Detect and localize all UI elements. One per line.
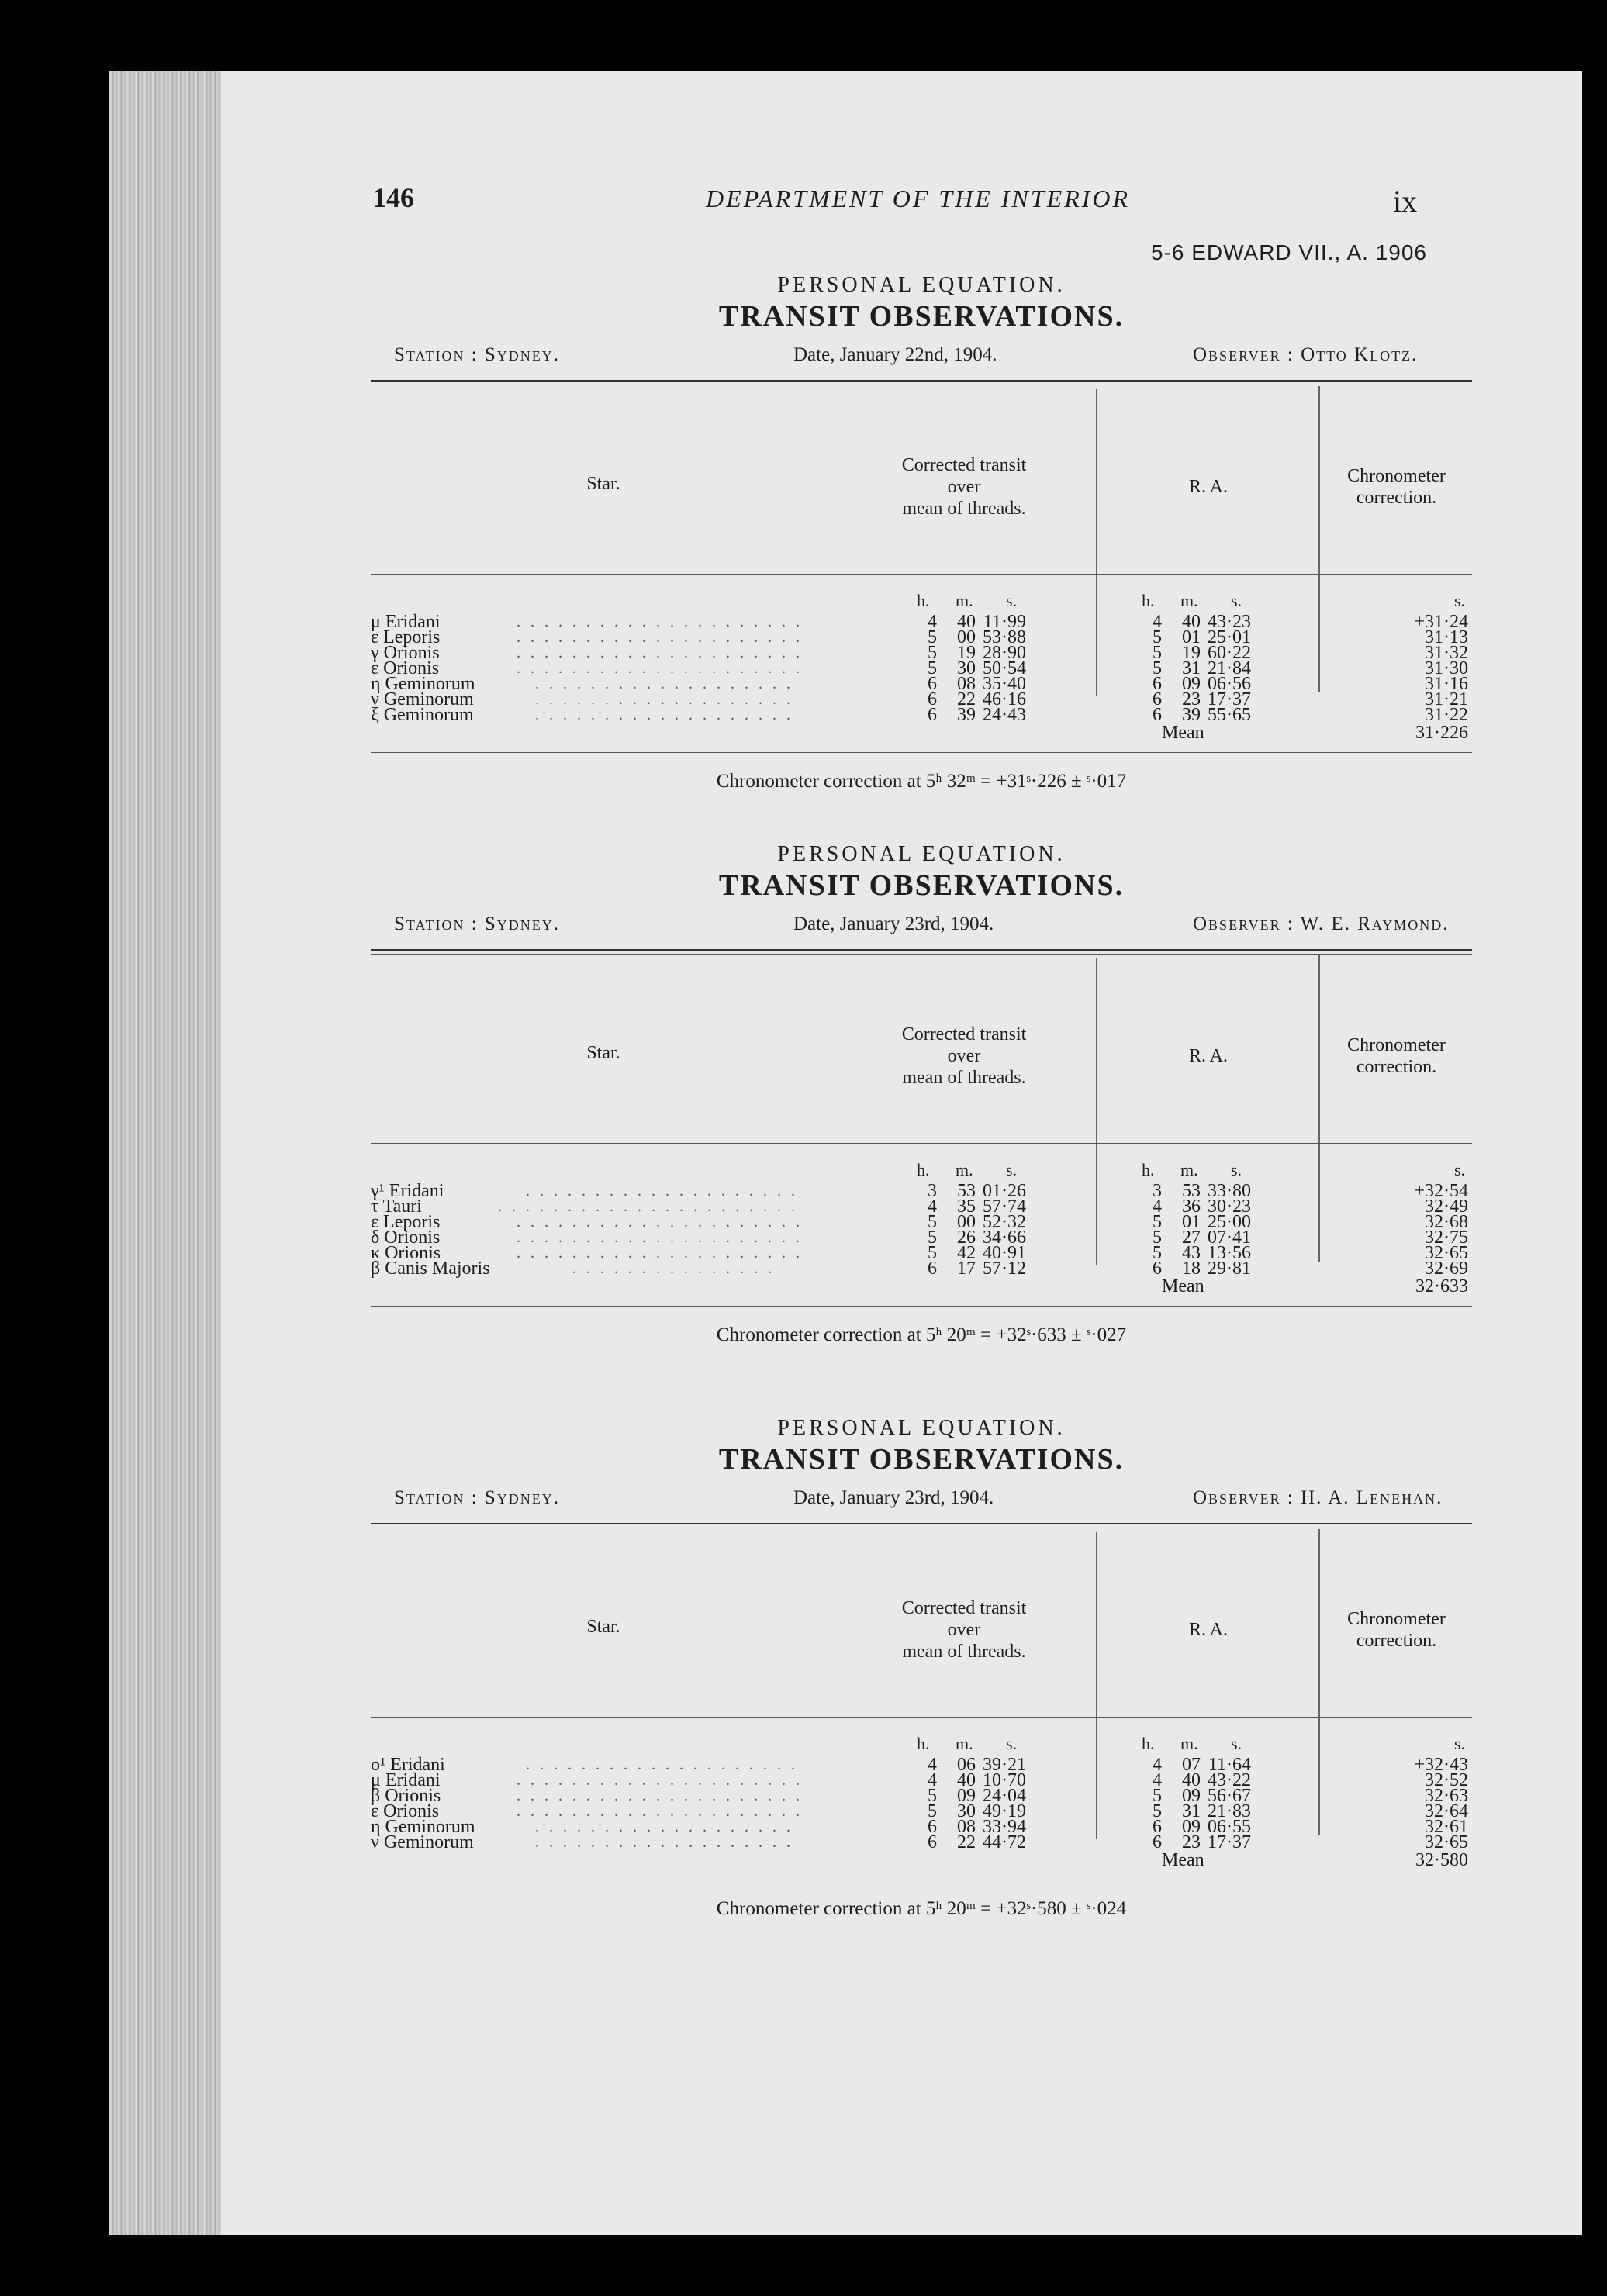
table-row <box>371 1819 1472 1835</box>
dot-leader: . . . . . . . . . . . . . . . . . . . . . <box>517 1803 803 1820</box>
table-row <box>371 1196 1472 1217</box>
transit-value: 26 <box>957 1227 976 1248</box>
transit-observations-title: TRANSIT OBSERVATIONS. <box>718 300 1125 333</box>
mean-value: 32·580 <box>1415 1850 1468 1870</box>
table-row <box>371 1788 1472 1804</box>
transit-value: 30 <box>957 658 976 678</box>
transit-value: 6 <box>928 1817 937 1837</box>
transit-unit: s. <box>1006 1734 1018 1753</box>
block-metadata <box>371 344 1472 368</box>
ra-value: 56·67 <box>1208 1786 1251 1806</box>
ra-column-header: R. A. <box>1188 1620 1228 1640</box>
dot-leader: . . . . . . . . . . . . . . . . . . . <box>535 1818 793 1835</box>
chrono-header-line: correction. <box>1356 1631 1437 1651</box>
ra-value: 27 <box>1182 1227 1201 1248</box>
transit-value: 40 <box>957 612 976 632</box>
ra-value: 55·65 <box>1208 705 1251 725</box>
table-bottom-rule <box>371 1306 1472 1307</box>
chrono-correction-value: 31·16 <box>1425 674 1468 694</box>
header-top-rule-2 <box>371 954 1472 955</box>
dot-leader: . . . . . . . . . . . . . . . . . . . . <box>526 1183 798 1200</box>
chrono-correction-value: 32·68 <box>1425 1212 1468 1232</box>
transit-value: 5 <box>928 1227 937 1248</box>
transit-unit: h. <box>917 591 930 610</box>
observer-label: Observer : Otto Klotz. <box>1193 344 1419 365</box>
ra-column-header: R. A. <box>1188 477 1228 497</box>
star-name: τ Tauri <box>371 1196 422 1217</box>
ra-value: 6 <box>1153 1832 1162 1852</box>
transit-value: 19 <box>957 643 976 663</box>
star-name: ε Leporis <box>371 627 441 647</box>
star-name: ε Orionis <box>371 1801 440 1821</box>
ra-value: 25·00 <box>1208 1212 1251 1232</box>
ra-value: 07·41 <box>1208 1227 1251 1248</box>
ra-value: 23 <box>1182 1832 1201 1852</box>
star-name: η Geminorum <box>371 674 475 694</box>
transit-unit: m. <box>956 1734 973 1753</box>
table-row <box>371 1227 1472 1248</box>
transit-value: 6 <box>928 689 937 710</box>
ra-value: 17·37 <box>1208 1832 1251 1852</box>
table-row <box>371 1245 1472 1261</box>
ra-value: 30·23 <box>1208 1196 1251 1217</box>
ra-value: 01 <box>1182 627 1201 647</box>
personal-equation-heading: PERSONAL EQUATION. <box>777 1416 1066 1440</box>
ra-value: 5 <box>1153 643 1162 663</box>
ra-value: 18 <box>1182 1258 1201 1279</box>
transit-observations-title: TRANSIT OBSERVATIONS. <box>718 1443 1125 1476</box>
dot-leader: . . . . . . . . . . . . . . . . . . . <box>535 675 793 692</box>
star-name: ν Geminorum <box>371 689 474 710</box>
transit-value: 6 <box>928 1258 937 1279</box>
dot-leader: . . . . . . . . . . . . . . . . . . . . . . <box>498 1198 798 1215</box>
plate-number: ix <box>1393 184 1418 219</box>
chrono-correction-value: 32·65 <box>1425 1832 1468 1852</box>
transit-value: 22 <box>957 1832 976 1852</box>
ra-value: 36 <box>1182 1196 1201 1217</box>
ra-value: 33·80 <box>1208 1181 1251 1201</box>
transit-unit: s. <box>1006 591 1018 610</box>
chrono-correction-value: 32·63 <box>1425 1786 1468 1806</box>
chrono-column-header <box>1321 465 1472 509</box>
transit-header-line: over <box>947 477 981 497</box>
transit-value: 57·74 <box>983 1196 1026 1217</box>
transit-value: 6 <box>928 705 937 725</box>
mean-label: Mean <box>1162 1850 1204 1870</box>
ra-value: 19 <box>1182 643 1201 663</box>
transit-value: 39·21 <box>983 1755 1026 1775</box>
transit-value: 40·91 <box>983 1243 1026 1263</box>
header-bottom-rule <box>371 1717 1472 1718</box>
transit-header-line: mean of threads. <box>902 499 1026 519</box>
header-top-rule <box>371 949 1472 951</box>
dot-leader: . . . . . . . . . . . . . . . . . . . <box>535 1834 793 1851</box>
header-bottom-rule <box>371 574 1472 575</box>
ra-value: 07 <box>1182 1755 1201 1775</box>
transit-value: 5 <box>928 627 937 647</box>
table-row <box>371 1214 1472 1230</box>
transit-column-header <box>836 1024 1092 1089</box>
table-row <box>371 1770 1472 1790</box>
page-edge-stack <box>109 71 221 2235</box>
transit-unit: m. <box>956 591 973 610</box>
chrono-column-header <box>1321 1034 1472 1078</box>
ra-value: 06·56 <box>1208 674 1251 694</box>
table-row <box>371 1183 1472 1199</box>
ra-value: 29·81 <box>1208 1258 1251 1279</box>
ra-value: 43 <box>1182 1243 1201 1263</box>
ra-value: 31 <box>1182 658 1201 678</box>
ra-unit: s. <box>1231 591 1242 610</box>
ra-value: 5 <box>1153 1801 1162 1821</box>
ra-value: 25·01 <box>1208 627 1251 647</box>
ra-unit: s. <box>1231 1734 1242 1753</box>
header-bottom-rule <box>371 1143 1472 1144</box>
star-name: γ¹ Eridani <box>371 1181 444 1201</box>
ra-value: 39 <box>1182 705 1201 725</box>
chrono-header-line: Chronometer <box>1347 1035 1446 1055</box>
star-name: β Orionis <box>371 1786 441 1806</box>
header-top-rule <box>371 380 1472 382</box>
running-header <box>0 180 1607 226</box>
chrono-correction-value: 32·75 <box>1425 1227 1468 1248</box>
transit-value: 46·16 <box>983 689 1026 710</box>
transit-value: 28·90 <box>983 643 1026 663</box>
dot-leader: . . . . . . . . . . . . . . . <box>572 1260 775 1277</box>
transit-header-line: Corrected transit <box>901 1598 1027 1618</box>
page-number: 146 <box>372 182 414 213</box>
ra-value: 09 <box>1182 1786 1201 1806</box>
transit-value: 5 <box>928 1801 937 1821</box>
table-row <box>371 676 1472 692</box>
ra-value: 43·23 <box>1208 612 1251 632</box>
transit-observations-title: TRANSIT OBSERVATIONS. <box>718 869 1125 902</box>
ra-value: 6 <box>1153 1817 1162 1837</box>
transit-value: 44·72 <box>983 1832 1026 1852</box>
ra-value: 17·37 <box>1208 689 1251 710</box>
transit-value: 6 <box>928 674 937 694</box>
transit-value: 4 <box>928 1770 937 1790</box>
table-row <box>371 658 1472 678</box>
star-name: μ Eridani <box>371 1770 441 1790</box>
table-row <box>371 1801 1472 1821</box>
star-name: β Canis Majoris <box>371 1258 490 1279</box>
observer-label: Observer : W. E. Raymond. <box>1193 913 1450 934</box>
ra-value: 40 <box>1182 612 1201 632</box>
department-heading: DEPARTMENT OF THE INTERIOR <box>706 185 1131 212</box>
dot-leader: . . . . . . . . . . . . . . . . . . . . . <box>517 1787 803 1804</box>
transit-value: 39 <box>957 705 976 725</box>
ra-value: 4 <box>1153 1196 1162 1217</box>
ra-unit: m. <box>1180 591 1198 610</box>
block-metadata <box>371 913 1472 937</box>
ra-value: 4 <box>1153 1770 1162 1790</box>
chrono-correction-value: 32·64 <box>1425 1801 1468 1821</box>
dot-leader: . . . . . . . . . . . . . . . . . . . <box>535 706 793 723</box>
chrono-correction-value: 32·65 <box>1425 1243 1468 1263</box>
ra-value: 11·64 <box>1208 1755 1251 1775</box>
transit-header-line: Corrected transit <box>901 455 1027 475</box>
dot-leader: . . . . . . . . . . . . . . . . . . . . <box>526 1756 798 1773</box>
chrono-header-line: Chronometer <box>1347 1609 1446 1629</box>
header-top-rule <box>371 1523 1472 1524</box>
dot-leader: . . . . . . . . . . . . . . . . . . . . . <box>517 1245 803 1262</box>
dot-leader: . . . . . . . . . . . . . . . . . . . . . <box>517 1214 803 1231</box>
table-row <box>371 1757 1472 1773</box>
observation-block <box>371 1416 1472 1974</box>
transit-value: 42 <box>957 1243 976 1263</box>
station-label: Station : Sydney. <box>394 1487 561 1508</box>
transit-value: 30 <box>957 1801 976 1821</box>
ra-value: 5 <box>1153 1786 1162 1806</box>
date-label: Date, January 23rd, 1904. <box>793 913 994 934</box>
ra-value: 23 <box>1182 689 1201 710</box>
dot-leader: . . . . . . . . . . . . . . . . . . . <box>535 691 793 708</box>
ra-value: 21·83 <box>1208 1801 1251 1821</box>
star-column-header: Star. <box>586 1617 620 1637</box>
transit-value: 01·26 <box>983 1181 1026 1201</box>
star-name: ν Geminorum <box>371 1832 474 1852</box>
ra-unit: h. <box>1142 591 1155 610</box>
observation-block <box>371 273 1472 831</box>
transit-value: 5 <box>928 643 937 663</box>
dot-leader: . . . . . . . . . . . . . . . . . . . . . <box>517 660 803 677</box>
ra-value: 6 <box>1153 674 1162 694</box>
chrono-unit: s. <box>1454 591 1466 610</box>
transit-column-header <box>836 1597 1092 1662</box>
chrono-correction-value: 32·49 <box>1425 1196 1468 1217</box>
ra-value: 4 <box>1153 612 1162 632</box>
chrono-correction-value: 31·21 <box>1425 689 1468 710</box>
ra-value: 4 <box>1153 1755 1162 1775</box>
transit-value: 06 <box>957 1755 976 1775</box>
transit-header-line: Corrected transit <box>901 1024 1027 1044</box>
ra-unit: m. <box>1180 1160 1198 1179</box>
chrono-column-header <box>1321 1608 1472 1652</box>
ra-value: 13·56 <box>1208 1243 1251 1263</box>
transit-value: 53·88 <box>983 627 1026 647</box>
transit-value: 5 <box>928 1243 937 1263</box>
ra-unit: h. <box>1142 1734 1155 1753</box>
star-name: ε Leporis <box>371 1212 441 1232</box>
transit-header-line: mean of threads. <box>902 1642 1026 1662</box>
ra-value: 53 <box>1182 1181 1201 1201</box>
chrono-header-line: correction. <box>1356 1057 1437 1077</box>
transit-value: 57·12 <box>983 1258 1026 1279</box>
star-name: μ Eridani <box>371 612 441 632</box>
block-metadata <box>371 1487 1472 1511</box>
station-label: Station : Sydney. <box>394 344 561 365</box>
table-row <box>371 1832 1472 1852</box>
transit-unit: h. <box>917 1734 930 1753</box>
transit-unit: s. <box>1006 1160 1018 1179</box>
transit-value: 5 <box>928 1212 937 1232</box>
dot-leader: . . . . . . . . . . . . . . . . . . . . . <box>517 644 803 661</box>
table-row <box>371 689 1472 710</box>
date-label: Date, January 22nd, 1904. <box>793 344 997 365</box>
transit-unit: m. <box>956 1160 973 1179</box>
transit-header-line: mean of threads. <box>902 1068 1026 1088</box>
transit-value: 24·43 <box>983 705 1026 725</box>
table-row <box>371 614 1472 630</box>
station-label: Station : Sydney. <box>394 913 561 934</box>
chronometer-correction-summary: Chronometer correction at 5ʰ 20ᵐ = +32ˢ·580 ± ˢ·024 <box>716 1898 1127 1919</box>
table-bottom-rule <box>371 752 1472 753</box>
ra-value: 40 <box>1182 1770 1201 1790</box>
transit-value: 00 <box>957 1212 976 1232</box>
dot-leader: . . . . . . . . . . . . . . . . . . . . . <box>517 1772 803 1789</box>
ra-value: 01 <box>1182 1212 1201 1232</box>
mean-value: 32·633 <box>1415 1276 1468 1296</box>
transit-value: 40 <box>957 1770 976 1790</box>
transit-header-line: over <box>947 1620 981 1640</box>
dot-leader: . . . . . . . . . . . . . . . . . . . . . <box>517 1229 803 1246</box>
transit-value: 52·32 <box>983 1212 1026 1232</box>
dot-leader: . . . . . . . . . . . . . . . . . . . . . <box>517 629 803 646</box>
ra-value: 6 <box>1153 689 1162 710</box>
transit-value: 50·54 <box>983 658 1026 678</box>
transit-value: 3 <box>928 1181 937 1201</box>
ra-value: 5 <box>1153 1212 1162 1232</box>
transit-value: 00 <box>957 627 976 647</box>
chrono-correction-value: 32·69 <box>1425 1258 1468 1279</box>
sessional-paper-label: 5-6 EDWARD VII., A. 1906 <box>1151 240 1427 264</box>
chrono-unit: s. <box>1454 1160 1466 1179</box>
ra-value: 43·22 <box>1208 1770 1251 1790</box>
ra-unit: s. <box>1231 1160 1242 1179</box>
ra-value: 60·22 <box>1208 643 1251 663</box>
ra-value: 09 <box>1182 1817 1201 1837</box>
ra-value: 31 <box>1182 1801 1201 1821</box>
transit-value: 33·94 <box>983 1817 1026 1837</box>
observer-label: Observer : H. A. Lenehan. <box>1193 1487 1443 1508</box>
star-name: o¹ Eridani <box>371 1755 445 1775</box>
mean-label: Mean <box>1162 723 1204 743</box>
star-column-header: Star. <box>586 1043 620 1063</box>
transit-value: 08 <box>957 1817 976 1837</box>
ra-value: 21·84 <box>1208 658 1251 678</box>
transit-value: 4 <box>928 612 937 632</box>
transit-column-header <box>836 454 1092 520</box>
star-name: δ Orionis <box>371 1227 441 1248</box>
transit-value: 53 <box>957 1181 976 1201</box>
chronometer-correction-summary: Chronometer correction at 5ʰ 32ᵐ = +31ˢ·226 ± ˢ·017 <box>716 771 1127 792</box>
table-row <box>371 1258 1472 1279</box>
chrono-correction-value: +32·54 <box>1414 1181 1468 1201</box>
ra-value: 6 <box>1153 1258 1162 1279</box>
star-name: ε Orionis <box>371 658 440 678</box>
ra-value: 09 <box>1182 674 1201 694</box>
transit-value: 4 <box>928 1755 937 1775</box>
date-label: Date, January 23rd, 1904. <box>793 1487 994 1508</box>
transit-value: 17 <box>957 1258 976 1279</box>
chrono-correction-value: +32·43 <box>1414 1755 1468 1775</box>
table-row <box>371 707 1472 723</box>
chrono-header-line: Chronometer <box>1347 466 1446 486</box>
transit-value: 09 <box>957 1786 976 1806</box>
transit-unit: h. <box>917 1160 930 1179</box>
table-row <box>371 627 1472 647</box>
ra-unit: h. <box>1142 1160 1155 1179</box>
transit-value: 35·40 <box>983 674 1026 694</box>
personal-equation-heading: PERSONAL EQUATION. <box>777 842 1066 866</box>
ra-value: 5 <box>1153 627 1162 647</box>
ra-column-header: R. A. <box>1188 1046 1228 1066</box>
transit-value: 4 <box>928 1196 937 1217</box>
chrono-correction-value: 31·13 <box>1425 627 1468 647</box>
transit-value: 35 <box>957 1196 976 1217</box>
transit-value: 6 <box>928 1832 937 1852</box>
star-column-header: Star. <box>586 474 620 494</box>
chrono-correction-value: 31·30 <box>1425 658 1468 678</box>
chronometer-correction-summary: Chronometer correction at 5ʰ 20ᵐ = +32ˢ·633 ± ˢ·027 <box>716 1324 1127 1345</box>
transit-value: 22 <box>957 689 976 710</box>
chrono-correction-value: 31·32 <box>1425 643 1468 663</box>
observation-block <box>371 842 1472 1400</box>
chrono-correction-value: 32·52 <box>1425 1770 1468 1790</box>
star-name: γ Orionis <box>371 643 440 663</box>
mean-value: 31·226 <box>1415 723 1468 743</box>
ra-unit: m. <box>1180 1734 1198 1753</box>
ra-value: 5 <box>1153 658 1162 678</box>
transit-header-line: over <box>947 1046 981 1066</box>
transit-value: 11·99 <box>983 612 1026 632</box>
chrono-correction-value: +31·24 <box>1414 612 1468 632</box>
chrono-correction-value: 31·22 <box>1425 705 1468 725</box>
ra-value: 3 <box>1153 1181 1162 1201</box>
ra-value: 5 <box>1153 1243 1162 1263</box>
transit-value: 49·19 <box>983 1801 1026 1821</box>
chrono-header-line: correction. <box>1356 488 1437 508</box>
star-name: η Geminorum <box>371 1817 475 1837</box>
transit-value: 5 <box>928 1786 937 1806</box>
table-row <box>371 645 1472 661</box>
transit-value: 24·04 <box>983 1786 1026 1806</box>
transit-value: 10·70 <box>983 1770 1026 1790</box>
dot-leader: . . . . . . . . . . . . . . . . . . . . . <box>517 613 803 630</box>
ra-value: 6 <box>1153 705 1162 725</box>
transit-value: 08 <box>957 674 976 694</box>
transit-value: 34·66 <box>983 1227 1026 1248</box>
star-name: ξ Geminorum <box>371 705 474 725</box>
chrono-correction-value: 32·61 <box>1425 1817 1468 1837</box>
ra-value: 06·55 <box>1208 1817 1251 1837</box>
transit-value: 5 <box>928 658 937 678</box>
star-name: κ Orionis <box>371 1243 441 1263</box>
mean-label: Mean <box>1162 1276 1204 1296</box>
chrono-unit: s. <box>1454 1734 1466 1753</box>
personal-equation-heading: PERSONAL EQUATION. <box>777 273 1066 297</box>
ra-value: 5 <box>1153 1227 1162 1248</box>
